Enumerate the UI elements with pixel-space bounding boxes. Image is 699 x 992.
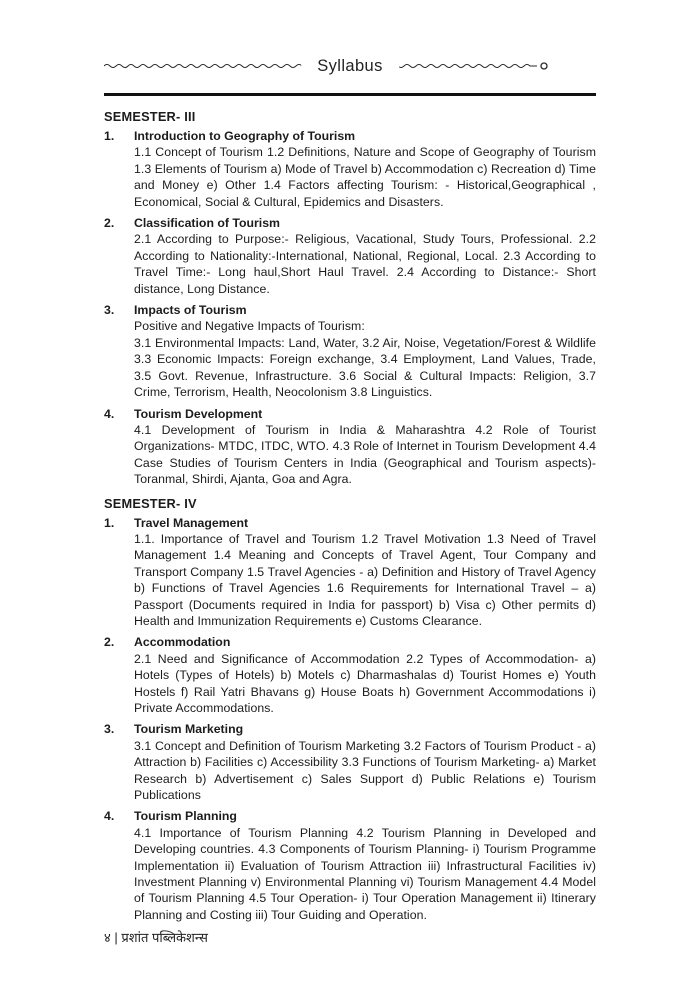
item-body: 4.1 Importance of Tourism Planning 4.2 Tourism Planning in Developed and Developing countries. 4.3 Components of Tourism Planning- i) Tourism Programme Implementation ii) Evaluation of Tourism Attraction iii) Infrastructural Facilities iv) Investment Planning v) Environmental Planning vi) Tourism Management 4.4 Model of Tourism Planning 4.5 Tour Operation- i) Tour Operation Management ii) Itinerary Planning and Costing iii) Tour Guiding and Operation.: [134, 825, 596, 922]
item-body: 2.1 According to Purpose:- Religious, Vacational, Study Tours, Professional. 2.2 According to Nationality:-International, National, Regional, Local. 2.3 According to Travel Time:- Long haul,Short Haul Travel. 2.4 According to Distance:- Short distance, Long Distance.: [134, 232, 596, 296]
semester-3-item-2: [104, 215, 596, 297]
item-head: [104, 406, 596, 422]
semester-4-item-4: [104, 808, 596, 923]
item-number: 3.: [104, 303, 115, 318]
semester-3-item-1: [104, 128, 596, 210]
item-head: [104, 128, 596, 144]
item-head: [104, 302, 596, 318]
item-title: Impacts of Tourism: [134, 303, 247, 318]
semester-3-section: [104, 109, 596, 488]
section-heading-semester-4: SEMESTER- IV: [104, 495, 197, 511]
item-number: 2.: [104, 216, 115, 231]
page-header: [104, 56, 596, 96]
section-heading-semester-3: SEMESTER- III: [104, 109, 196, 124]
page-title: Syllabus: [301, 57, 399, 76]
item-body: 3.1 Environmental Impacts: Land, Water, 3.2 Air, Noise, Vegetation/Forest & Wildlife 3.3 Economic Impacts: Foreign exchange, 3.4 Employment, Land Values, Trade, 3.5 Govt. Revenue, Infrastructure. 3.6 Social & Cultural Impacts: Religion, 3.7 Crime, Terrorism, Health, Neocolonism 3.8 Linguistics.: [134, 335, 596, 400]
header-thick-rule: [104, 93, 596, 96]
item-number: 1.: [104, 129, 115, 143]
header-rule-row: [104, 56, 596, 86]
item-head: [104, 808, 596, 824]
item-number: 1.: [104, 515, 115, 530]
item-body: 4.1 Development of Tourism in India & Maharashtra 4.2 Role of Tourist Organizations- MTDC, ITDC, WTO. 4.3 Role of Internet in Tourism Development 4.4 Case Studies of Tourism Centers in India (Geographical and Tourism aspects)- Toranmal, Shirdi, Ajanta, Goa and Agra.: [134, 422, 596, 487]
item-number: 3.: [104, 722, 115, 737]
item-body: 3.1 Concept and Definition of Tourism Marketing 3.2 Factors of Tourism Product - a) Attraction b) Facilities c) Accessibility 3.3 Functions of Tourism Marketing- a) Market Research b) Advertisement c) Sales Support d) Public Relations e) Tourism Publications: [134, 738, 596, 803]
item-head: [104, 721, 596, 737]
semester-4-section: [104, 496, 596, 924]
item-head: [104, 515, 596, 531]
item-number: 4.: [104, 406, 115, 421]
item-number: 2.: [104, 635, 115, 650]
item-head: [104, 634, 596, 650]
semester-3-item-4: [104, 406, 596, 488]
footer-page-label: ४ | प्रशांत पब्लिकेशन्स: [104, 930, 208, 945]
page-footer: [104, 928, 208, 946]
item-head: [104, 215, 596, 231]
item-body: 1.1 Concept of Tourism 1.2 Definitions, Nature and Scope of Geography of Tourism 1.3 Elements of Tourism a) Mode of Travel b) Accommodation c) Recreation d) Time and Money e) Other 1.4 Factors affecting Tourism: - Historical,Geographical , Economical, Social & Cultural, Epidemics and Disasters.: [134, 145, 596, 209]
item-title: Tourism Development: [134, 406, 263, 421]
item-title: Tourism Planning: [134, 809, 237, 824]
item-title: Accommodation: [134, 635, 231, 650]
item-number: 4.: [104, 809, 115, 824]
semester-4-item-1: [104, 515, 596, 630]
item-title: Travel Management: [134, 515, 249, 530]
item-lead: Positive and Negative Impacts of Tourism:: [134, 319, 365, 334]
item-title: Classification of Tourism: [134, 216, 280, 231]
semester-4-item-3: [104, 721, 596, 803]
syllabus-content: [104, 109, 596, 923]
semester-3-item-3: [104, 302, 596, 400]
item-body: 2.1 Need and Significance of Accommodation 2.2 Types of Accommodation- a) Hotels (Types of Hotels) b) Motels c) Dharmashalas d) Tourist Homes e) Youth Hostels f) Rail Yatri Bhavans g) House Boats h) Government Accommodations i) Private Accommodations.: [134, 651, 596, 715]
item-title: Introduction to Geography of Tourism: [134, 129, 356, 143]
item-title: Tourism Marketing: [134, 722, 244, 737]
item-body: 1.1. Importance of Travel and Tourism 1.2 Travel Motivation 1.3 Need of Travel Management 1.4 Meaning and Concepts of Travel Agent, Tour Company and Transport Company 1.5 Travel Agencies - a) Definition and History of Travel Agency b) Functions of Travel Agencies 1.6 Requirements for International Travel – a) Passport (Documents required in India for passport) b) Visa c) Other permits d) Health and Immunization Requirements e) Customs Clearance.: [134, 531, 596, 628]
rule-end-circle: [541, 63, 547, 69]
semester-4-item-2: [104, 634, 596, 716]
